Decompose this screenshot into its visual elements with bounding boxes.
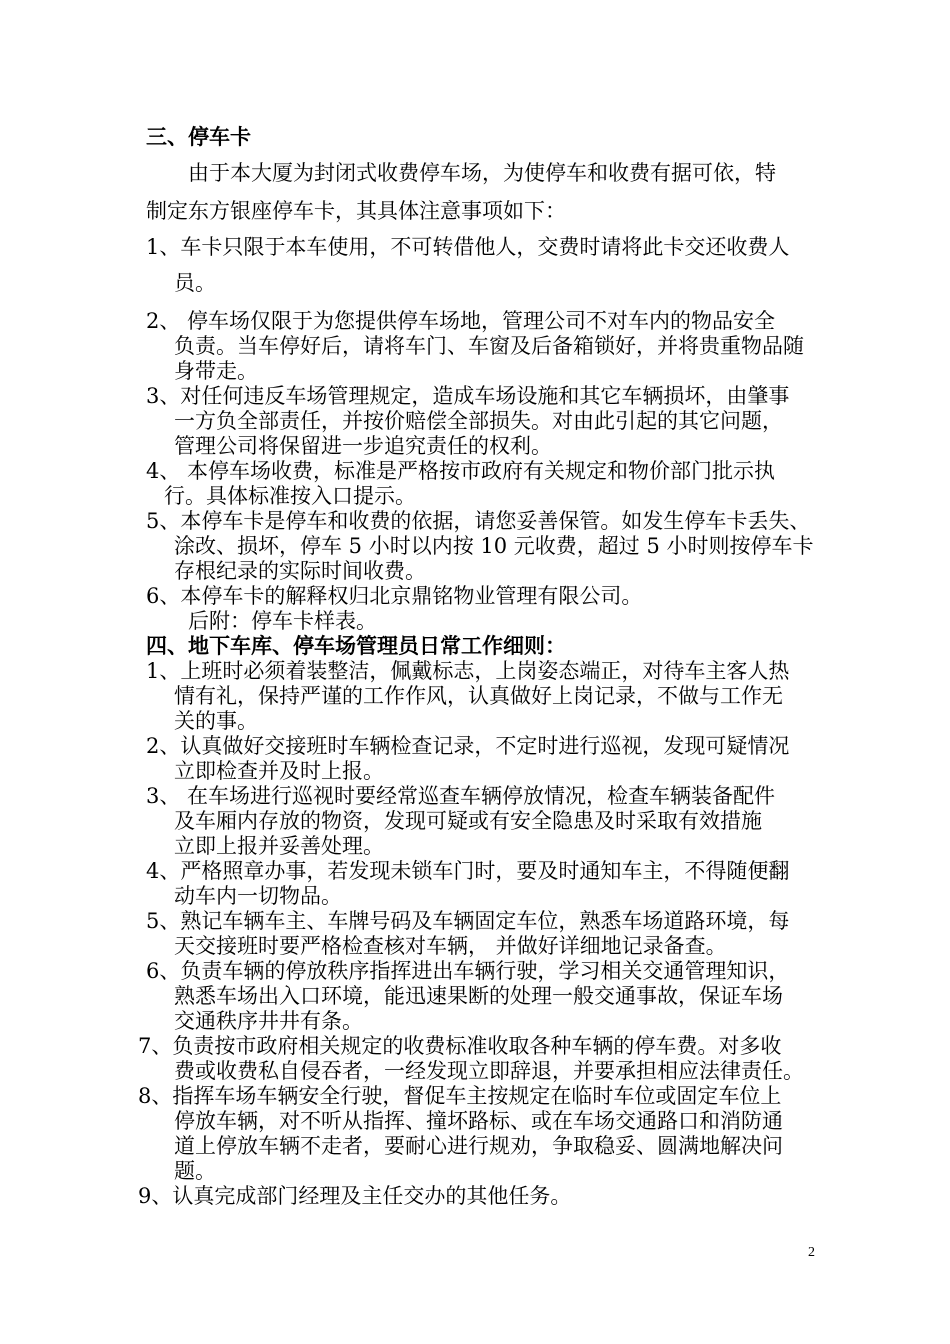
section-3-intro-line-1: 由于本大厦为封闭式收费停车场，为使停车和收费有据可依，特 [188, 161, 776, 185]
s3-item-5-line-2: 涂改、损坏，停车 5 小时以内按 10 元收费，超过 5 小时则按停车卡 [174, 534, 814, 558]
page-number: 2 [808, 1245, 815, 1260]
s4-item-3-line-2: 及车厢内存放的物资，发现可疑或有安全隐患及时采取有效措施 [174, 809, 762, 833]
s4-item-4-line-1: 4、严格照章办事，若发现未锁车门时，要及时通知车主，不得随便翻 [146, 859, 790, 883]
s4-item-5-line-2: 天交接班时要严格检查核对车辆， 并做好详细地记录备查。 [174, 934, 727, 958]
s3-item-5-line-3: 存根纪录的实际时间收费。 [174, 559, 426, 583]
s4-item-4-line-2: 动车内一切物品。 [174, 884, 342, 908]
section-4-heading: 四、地下车库、停车场管理员日常工作细则： [146, 633, 566, 658]
s4-item-3-line-1: 3、 在车场进行巡视时要经常巡查车辆停放情况，检查车辆装备配件 [146, 784, 776, 808]
s3-item-4-line-2: 行。具体标准按入口提示。 [164, 484, 416, 508]
section-3-heading: 三、停车卡 [146, 124, 251, 149]
s4-item-2-line-1: 2、认真做好交接班时车辆检查记录，不定时进行巡视，发现可疑情况 [146, 734, 790, 758]
s4-item-7-line-1: 7、负责按市政府相关规定的收费标准收取各种车辆的停车费。对多收 [138, 1034, 782, 1058]
s4-item-7-line-2: 费或收费私自侵吞者，一经发现立即辞退，并要承担相应法律责任。 [174, 1059, 804, 1083]
s4-item-1-line-3: 关的事。 [174, 709, 258, 733]
s3-item-2-line-3: 身带走。 [174, 359, 258, 383]
s3-item-4-line-1: 4、 本停车场收费，标准是严格按市政府有关规定和物价部门批示执 [146, 459, 776, 483]
s3-appendix: 后附：停车卡样表。 [188, 609, 377, 633]
s4-item-1-line-1: 1、上班时必须着装整洁，佩戴标志，上岗姿态端正，对待车主客人热 [146, 659, 790, 683]
s4-item-9-line-1: 9、认真完成部门经理及主任交办的其他任务。 [138, 1184, 572, 1208]
s3-item-3-line-3: 管理公司将保留进一步追究责任的权利。 [174, 434, 552, 458]
s4-item-8-line-1: 8、指挥车场车辆安全行驶，督促车主按规定在临时车位或固定车位上 [138, 1084, 782, 1108]
s4-item-3-line-3: 立即上报并妥善处理。 [174, 834, 384, 858]
s4-item-8-line-3: 道上停放车辆不走者，要耐心进行规劝，争取稳妥、圆满地解决问 [174, 1134, 783, 1158]
s4-item-6-line-2: 熟悉车场出入口环境，能迅速果断的处理一般交通事故，保证车场 [174, 984, 783, 1008]
s4-item-5-line-1: 5、熟记车辆车主、车牌号码及车辆固定车位，熟悉车场道路环境，每 [146, 909, 790, 933]
s3-item-2-line-1: 2、 停车场仅限于为您提供停车场地，管理公司不对车内的物品安全 [146, 309, 776, 333]
s4-item-6-line-3: 交通秩序井井有条。 [174, 1009, 363, 1033]
s3-item-6-line-1: 6、本停车卡的解释权归北京鼎铭物业管理有限公司。 [146, 584, 643, 608]
s3-item-3-line-2: 一方负全部责任，并按价赔偿全部损失。对由此引起的其它问题， [174, 409, 783, 433]
s4-item-8-line-4: 题。 [174, 1159, 216, 1183]
s4-item-1-line-2: 情有礼，保持严谨的工作作风，认真做好上岗记录，不做与工作无 [174, 684, 783, 708]
s4-item-2-line-2: 立即检查并及时上报。 [174, 759, 384, 783]
s4-item-8-line-2: 停放车辆，对不听从指挥、撞坏路标、或在车场交通路口和消防通 [174, 1109, 783, 1133]
s3-item-3-line-1: 3、对任何违反车场管理规定，造成车场设施和其它车辆损坏，由肇事 [146, 384, 790, 408]
s3-item-1-line-1: 1、车卡只限于本车使用，不可转借他人，交费时请将此卡交还收费人 [146, 235, 790, 259]
section-3-intro-line-2: 制定东方银座停车卡，其具体注意事项如下： [146, 199, 566, 223]
s3-item-2-line-2: 负责。当车停好后，请将车门、车窗及后备箱锁好，并将贵重物品随 [174, 334, 804, 358]
s3-item-5-line-1: 5、本停车卡是停车和收费的依据，请您妥善保管。如发生停车卡丢失、 [146, 509, 811, 533]
s4-item-6-line-1: 6、负责车辆的停放秩序指挥进出车辆行驶，学习相关交通管理知识， [146, 959, 790, 983]
s3-item-1-line-2: 员。 [174, 271, 216, 295]
